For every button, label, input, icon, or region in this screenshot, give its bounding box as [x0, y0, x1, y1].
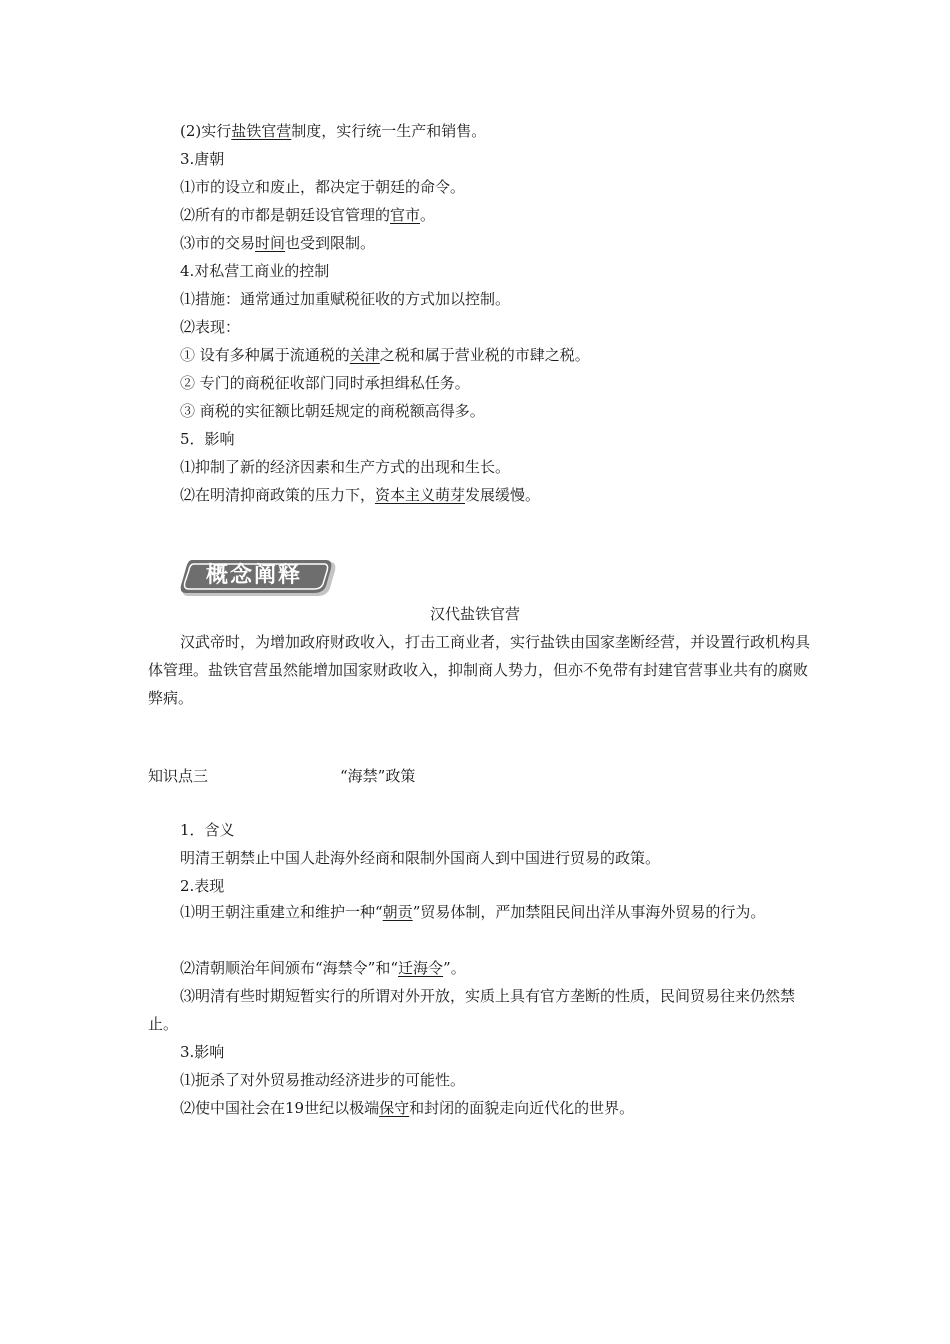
- text-segment: 制度，实行统一生产和销售。: [291, 122, 487, 140]
- text-segment: ⑶市的交易: [180, 234, 256, 252]
- item-tax-2: ② 专门的商税征收部门同时承担缉私任务。: [180, 374, 470, 392]
- knowledge-point-label: 知识点三: [148, 767, 209, 785]
- meaning-text: 明清王朝禁止中国人赴海外经商和限制外国商人到中国进行贸易的政策。: [180, 849, 661, 867]
- item-measures: ⑴措施：通常通过加重赋税征收的方式加以控制。: [180, 290, 511, 308]
- underlined-keyword: 保守: [379, 1099, 410, 1117]
- badge-label: 概念阐释: [205, 563, 302, 588]
- heading-private-control: 4.对私营工商业的控制: [180, 262, 330, 280]
- underlined-keyword: 朝贡: [382, 903, 413, 921]
- item-tang-3: [180, 233, 375, 253]
- underlined-keyword: 迁海令: [398, 959, 444, 977]
- text-segment: ”。: [443, 959, 466, 977]
- item-tang-2: [180, 205, 435, 225]
- knowledge-point-title: “海禁”政策: [340, 767, 416, 785]
- manifestation-1: [148, 898, 816, 926]
- influence-2: [180, 1098, 634, 1118]
- underlined-keyword: 官市: [390, 206, 421, 224]
- item-tang-1: ⑴市的设立和废止，都决定于朝廷的命令。: [180, 178, 466, 196]
- text-segment: ⑵使中国社会在19世纪以极端: [180, 1099, 380, 1117]
- underlined-keyword: 资本主义萌芽: [375, 486, 466, 504]
- underlined-keyword: 关津: [349, 346, 380, 364]
- heading-meaning: 1．含义: [180, 821, 235, 839]
- item-tax-1: [180, 345, 590, 365]
- text-segment: ① 设有多种属于流通税的: [180, 346, 350, 364]
- text-segment: ”贸易体制，严加禁阻民间出洋从事海外贸易的行为。: [412, 903, 766, 921]
- text-segment: 和封闭的面貌走向近代化的世界。: [409, 1099, 635, 1117]
- text-segment: (2)实行: [180, 122, 232, 140]
- item-manifestation: ⑵表现：: [180, 318, 241, 336]
- text-segment: 发展缓慢。: [465, 486, 541, 504]
- text-segment: 。: [420, 206, 436, 224]
- heading-influence: 3.影响: [180, 1043, 225, 1061]
- heading-impact: 5．影响: [180, 430, 235, 448]
- manifestation-2: [148, 954, 816, 982]
- concept-body: 汉武帝时，为增加政府财政收入，打击工商业者，实行盐铁由国家垄断经营，并设置行政机构具体管理。盐铁官营虽然能增加国家财政收入，抑制商人势力，但亦不免带有封建官营事业共有的腐败弊病。: [148, 633, 811, 707]
- text-segment: 也受到限制。: [285, 234, 376, 252]
- item-tax-3: ③ 商税的实征额比朝廷规定的商税额高得多。: [180, 402, 485, 420]
- underlined-keyword: 时间: [255, 234, 286, 252]
- text-segment: ⑴明王朝注重建立和维护一种“: [180, 903, 383, 921]
- concept-title: 汉代盐铁官营: [429, 605, 520, 623]
- item-salt-iron-monopoly: [180, 121, 486, 141]
- influence-1: ⑴扼杀了对外贸易推动经济进步的可能性。: [180, 1071, 466, 1089]
- heading-tang: 3.唐朝: [180, 150, 225, 168]
- heading-manifestation: 2.表现: [180, 877, 225, 895]
- manifestation-3: ⑶明清有些时期短暂实行的所谓对外开放，实质上具有官方垄断的性质，民间贸易往来仍然禁止。: [148, 987, 796, 1033]
- text-segment: ⑵所有的市都是朝廷设官管理的: [180, 206, 391, 224]
- item-impact-2: [180, 485, 540, 505]
- concept-badge: [180, 558, 336, 598]
- text-segment: ⑵清朝顺治年间颁布“海禁令”和“: [180, 959, 399, 977]
- text-segment: ⑵在明清抑商政策的压力下，: [180, 486, 376, 504]
- text-segment: 之税和属于营业税的市肆之税。: [379, 346, 590, 364]
- item-impact-1: ⑴抑制了新的经济因素和生产方式的出现和生长。: [180, 458, 511, 476]
- underlined-keyword: 盐铁官营: [231, 122, 292, 140]
